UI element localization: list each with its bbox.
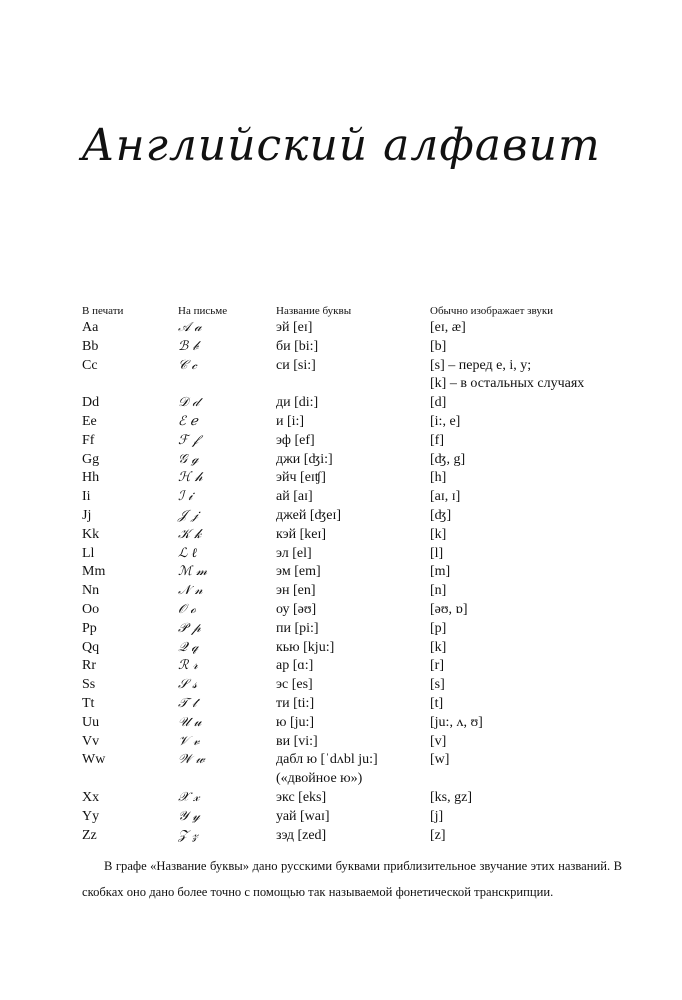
letter-sounds xyxy=(430,827,622,846)
letter-written xyxy=(178,357,276,395)
letter-sounds-text: [i:, e] xyxy=(430,413,461,429)
letter-print-text: Ww xyxy=(82,752,106,768)
letter-written-text: 𝒱 𝓋 xyxy=(178,733,200,749)
letter-written-text: 𝒫 𝓅 xyxy=(178,620,201,636)
letter-written xyxy=(178,714,276,733)
letter-name xyxy=(276,469,430,488)
letter-name-text: ви [vi:] xyxy=(276,733,318,749)
letter-written xyxy=(178,639,276,658)
table-row xyxy=(82,751,622,789)
letter-written-text: ℋ 𝒽 xyxy=(178,470,203,486)
letter-name xyxy=(276,526,430,545)
header-sounds: Обычно изображает звуки xyxy=(430,305,554,317)
table-row xyxy=(82,469,622,488)
page-title: Английский алфавит xyxy=(81,120,601,171)
letter-sounds xyxy=(430,526,622,545)
letter-sounds-text: [ʤ] xyxy=(430,507,452,523)
letter-print-text: Hh xyxy=(82,470,100,486)
letter-print xyxy=(82,507,178,526)
letter-written-text: 𝒜 𝒶 xyxy=(178,320,202,335)
table-row xyxy=(82,357,622,395)
letter-written xyxy=(178,526,276,545)
letter-name-text: ди [di:] xyxy=(276,395,319,411)
letter-written xyxy=(178,808,276,827)
letter-name xyxy=(276,357,430,395)
letter-written xyxy=(178,657,276,676)
letter-print xyxy=(82,319,178,338)
letter-written-text: ℱ 𝒻 xyxy=(178,432,199,448)
letter-written-text: 𝒢 ℊ xyxy=(178,451,199,467)
letter-sounds-text: [j] xyxy=(430,808,444,824)
letter-sounds xyxy=(430,789,622,808)
table-row xyxy=(82,413,622,432)
letter-sounds xyxy=(430,620,622,639)
letter-print-text: Rr xyxy=(82,658,96,674)
letter-print xyxy=(82,526,178,545)
letter-sounds-text: [z] xyxy=(430,827,446,843)
letter-written-text: 𝒞 𝒸 xyxy=(178,357,197,373)
letter-print xyxy=(82,582,178,601)
letter-sounds-text: [h] xyxy=(430,470,447,486)
letter-sounds xyxy=(430,733,622,752)
letter-name-text: кью [kju:] xyxy=(276,639,335,655)
letter-name xyxy=(276,827,430,846)
letter-written xyxy=(178,432,276,451)
letter-sounds xyxy=(430,714,622,733)
letter-sounds-text: [f] xyxy=(430,432,444,448)
letter-name xyxy=(276,545,430,564)
letter-name-text: уай [waɪ] xyxy=(276,808,330,824)
letter-name xyxy=(276,639,430,658)
letter-name xyxy=(276,563,430,582)
table-row xyxy=(82,676,622,695)
table-row xyxy=(82,827,622,846)
letter-print xyxy=(82,789,178,808)
letter-name-text: и [i:] xyxy=(276,413,305,429)
table-row xyxy=(82,714,622,733)
letter-sounds xyxy=(430,469,622,488)
letter-print-text: Qq xyxy=(82,639,100,655)
letter-print-text: Gg xyxy=(82,451,100,467)
letter-print-text: Kk xyxy=(82,526,100,542)
letter-name xyxy=(276,319,430,338)
table-row xyxy=(82,394,622,413)
letter-sounds xyxy=(430,601,622,620)
letter-print-text: Pp xyxy=(82,620,97,636)
letter-print-text: Bb xyxy=(82,338,99,354)
letter-name-text: пи [pi:] xyxy=(276,620,319,636)
letter-sounds-text: [m] xyxy=(430,564,451,580)
letter-sounds-text: [w] xyxy=(430,752,450,768)
letter-print xyxy=(82,357,178,395)
letter-sounds xyxy=(430,451,622,470)
letter-written xyxy=(178,620,276,639)
letter-print-text: Ee xyxy=(82,413,97,429)
letter-name xyxy=(276,432,430,451)
letter-print xyxy=(82,733,178,752)
table-row xyxy=(82,526,622,545)
letter-written-text: 𝒦 𝓀 xyxy=(178,526,202,542)
letter-print xyxy=(82,808,178,827)
letter-print xyxy=(82,620,178,639)
letter-sounds xyxy=(430,639,622,658)
letter-print xyxy=(82,827,178,846)
letter-written xyxy=(178,582,276,601)
letter-sounds-text: [n] xyxy=(430,583,447,599)
table-row xyxy=(82,563,622,582)
letter-print xyxy=(82,545,178,564)
table-row xyxy=(82,657,622,676)
letter-print-text: Yy xyxy=(82,808,100,824)
letter-sounds-text-continued: [k] – в остальных случаях xyxy=(430,376,585,392)
letter-sounds xyxy=(430,563,622,582)
letter-written xyxy=(178,789,276,808)
table-row xyxy=(82,733,622,752)
letter-sounds-text: [p] xyxy=(430,620,447,636)
table-row xyxy=(82,639,622,658)
letter-sounds xyxy=(430,582,622,601)
table-row xyxy=(82,545,622,564)
letter-print xyxy=(82,601,178,620)
letter-sounds xyxy=(430,488,622,507)
letter-print-text: Mm xyxy=(82,564,106,580)
letter-name-text: оу [əʊ] xyxy=(276,601,317,617)
letter-written xyxy=(178,319,276,338)
letter-sounds-text: [əʊ, ɒ] xyxy=(430,601,468,617)
letter-name xyxy=(276,488,430,507)
letter-written xyxy=(178,676,276,695)
letter-sounds xyxy=(430,676,622,695)
letter-print-text: Ff xyxy=(82,432,95,448)
letter-name-text: эф [ef] xyxy=(276,432,315,448)
footnote xyxy=(82,853,622,905)
letter-name-text: ар [ɑ:] xyxy=(276,658,314,674)
letter-name xyxy=(276,620,430,639)
letter-print-text: Oo xyxy=(82,601,100,617)
letter-sounds xyxy=(430,507,622,526)
letter-name-text: джей [ʤeɪ] xyxy=(276,507,342,523)
table-row xyxy=(82,507,622,526)
letter-print xyxy=(82,563,178,582)
letter-name xyxy=(276,808,430,827)
letter-print xyxy=(82,488,178,507)
letter-print xyxy=(82,639,178,658)
letter-name-text: джи [ʤi:] xyxy=(276,451,333,467)
letter-name xyxy=(276,507,430,526)
letter-sounds xyxy=(430,413,622,432)
letter-name-text: эйч [eɪʧ] xyxy=(276,470,326,486)
letter-name-text: ти [ti:] xyxy=(276,695,315,711)
letter-name xyxy=(276,582,430,601)
letter-written xyxy=(178,695,276,714)
letter-name xyxy=(276,338,430,357)
letter-name-text: би [bi:] xyxy=(276,338,319,354)
letter-sounds-text: [b] xyxy=(430,338,447,354)
letter-written-text: 𝒲 𝓌 xyxy=(178,752,205,768)
letter-sounds-text: [aɪ, ɪ] xyxy=(430,489,461,505)
letter-sounds-text: [k] xyxy=(430,526,447,542)
letter-name-text: зэд [zed] xyxy=(276,827,327,843)
table-row xyxy=(82,451,622,470)
letter-written xyxy=(178,563,276,582)
letter-name-text: ю [ju:] xyxy=(276,714,315,730)
letter-sounds-text: [l] xyxy=(430,545,444,561)
letter-written xyxy=(178,469,276,488)
letter-name-text: эн [en] xyxy=(276,583,316,599)
letter-name xyxy=(276,413,430,432)
letter-print xyxy=(82,695,178,714)
letter-name xyxy=(276,733,430,752)
letter-name xyxy=(276,695,430,714)
letter-sounds-text: [k] xyxy=(430,639,447,655)
letter-name xyxy=(276,789,430,808)
letter-sounds-text: [s] – перед e, i, y; xyxy=(430,357,532,373)
letter-written-text: ℛ 𝓇 xyxy=(178,658,198,674)
letter-written xyxy=(178,451,276,470)
letter-sounds-text: [v] xyxy=(430,733,447,749)
letter-sounds-text: [ju:, ʌ, ʊ] xyxy=(430,714,483,730)
table-row xyxy=(82,488,622,507)
letter-written-text: 𝒰 𝓊 xyxy=(178,714,202,730)
letter-written-text: ℳ 𝓂 xyxy=(178,564,208,580)
letter-sounds-text: [ʤ, g] xyxy=(430,451,466,467)
letter-written-text: ℒ ℓ xyxy=(178,545,197,561)
table-row xyxy=(82,432,622,451)
letter-sounds xyxy=(430,657,622,676)
table-row xyxy=(82,620,622,639)
table-row xyxy=(82,319,622,338)
letter-name-text: дабл ю [ˈdʌbl ju:] xyxy=(276,752,378,768)
letter-written xyxy=(178,394,276,413)
table-body xyxy=(82,319,622,845)
letter-written-text: 𝒳 𝓍 xyxy=(178,789,200,805)
letter-sounds xyxy=(430,319,622,338)
letter-sounds xyxy=(430,808,622,827)
footnote-text: В графе «Название буквы» дано русскими буквами приблизительное звучание этих названий. В скобках оно дано более точно с помощью так называемой фонетической транскрипции. xyxy=(82,859,622,899)
letter-name xyxy=(276,394,430,413)
letter-print-text: Dd xyxy=(82,395,100,411)
letter-sounds xyxy=(430,394,622,413)
letter-print xyxy=(82,413,178,432)
letter-print xyxy=(82,657,178,676)
letter-written xyxy=(178,601,276,620)
letter-name-text-continued: («двойное ю») xyxy=(276,771,363,787)
letter-written-text: ℬ 𝒷 xyxy=(178,338,198,354)
letter-print xyxy=(82,676,178,695)
letter-written-text: 𝒮 𝓈 xyxy=(178,677,197,693)
letter-print-text: Xx xyxy=(82,789,100,805)
letter-name-text: эй [eɪ] xyxy=(276,320,313,335)
letter-sounds xyxy=(430,432,622,451)
letter-sounds xyxy=(430,695,622,714)
letter-print-text: Tt xyxy=(82,695,95,711)
letter-print xyxy=(82,714,178,733)
header-written: На письме xyxy=(178,305,228,317)
letter-name-text: ай [aɪ] xyxy=(276,489,313,505)
letter-written xyxy=(178,507,276,526)
letter-written xyxy=(178,733,276,752)
letter-written-text: 𝒯 𝓉 xyxy=(178,695,197,711)
letter-print-text: Jj xyxy=(82,507,92,523)
letter-name xyxy=(276,451,430,470)
alphabet-table xyxy=(82,303,622,845)
letter-name-text: кэй [keɪ] xyxy=(276,526,327,542)
letter-print xyxy=(82,432,178,451)
table-row xyxy=(82,695,622,714)
letter-name-text: эл [el] xyxy=(276,545,312,561)
header-print: В печати xyxy=(82,305,124,317)
letter-print-text: Ii xyxy=(82,489,91,505)
letter-written xyxy=(178,413,276,432)
letter-print xyxy=(82,451,178,470)
letter-written xyxy=(178,545,276,564)
letter-print-text: Ss xyxy=(82,677,96,693)
table-header xyxy=(82,303,622,319)
letter-written-text: 𝒪 ℴ xyxy=(178,601,196,617)
letter-written-text: 𝒴 𝓎 xyxy=(178,808,200,824)
letter-print xyxy=(82,338,178,357)
table-row xyxy=(82,789,622,808)
table-row xyxy=(82,338,622,357)
letter-written-text: 𝒬 𝓆 xyxy=(178,639,199,655)
letter-written-text: 𝒥 𝒿 xyxy=(178,507,199,523)
letter-written-text: 𝒵 𝓏 xyxy=(178,827,199,843)
letter-written-text: ℐ 𝒾 xyxy=(178,489,193,505)
letter-name xyxy=(276,751,430,789)
letter-sounds-text: [eɪ, æ] xyxy=(430,320,466,335)
table-row xyxy=(82,601,622,620)
letter-name xyxy=(276,601,430,620)
letter-print-text: Ll xyxy=(82,545,95,561)
letter-name-text: экс [eks] xyxy=(276,789,327,805)
letter-sounds-text: [s] xyxy=(430,677,445,693)
letter-sounds xyxy=(430,545,622,564)
letter-name-text: эм [em] xyxy=(276,564,321,580)
letter-name-text: эс [es] xyxy=(276,677,313,693)
letter-print-text: Uu xyxy=(82,714,100,730)
letter-sounds-text: [ks, gz] xyxy=(430,789,472,805)
letter-print-text: Vv xyxy=(82,733,100,749)
letter-written xyxy=(178,827,276,846)
letter-written xyxy=(178,751,276,789)
letter-print xyxy=(82,469,178,488)
letter-print xyxy=(82,751,178,789)
table-row xyxy=(82,808,622,827)
letter-written xyxy=(178,488,276,507)
letter-written-text: 𝒩 𝓃 xyxy=(178,583,203,599)
letter-sounds xyxy=(430,751,622,789)
letter-print-text: Aa xyxy=(82,320,99,335)
letter-written-text: ℰ ℯ xyxy=(178,413,198,429)
letter-name xyxy=(276,657,430,676)
letter-written-text: 𝒟 𝒹 xyxy=(178,395,200,411)
letter-sounds xyxy=(430,357,622,395)
letter-name-text: си [si:] xyxy=(276,357,316,373)
letter-print-text: Zz xyxy=(82,827,97,843)
letter-written xyxy=(178,338,276,357)
letter-name xyxy=(276,676,430,695)
table-row xyxy=(82,582,622,601)
letter-print xyxy=(82,394,178,413)
letter-sounds xyxy=(430,338,622,357)
header-name: Название буквы xyxy=(276,305,352,317)
letter-print-text: Cc xyxy=(82,357,98,373)
letter-sounds-text: [t] xyxy=(430,695,444,711)
letter-name xyxy=(276,714,430,733)
letter-print-text: Nn xyxy=(82,583,100,599)
letter-sounds-text: [r] xyxy=(430,658,444,674)
letter-sounds-text: [d] xyxy=(430,395,447,411)
